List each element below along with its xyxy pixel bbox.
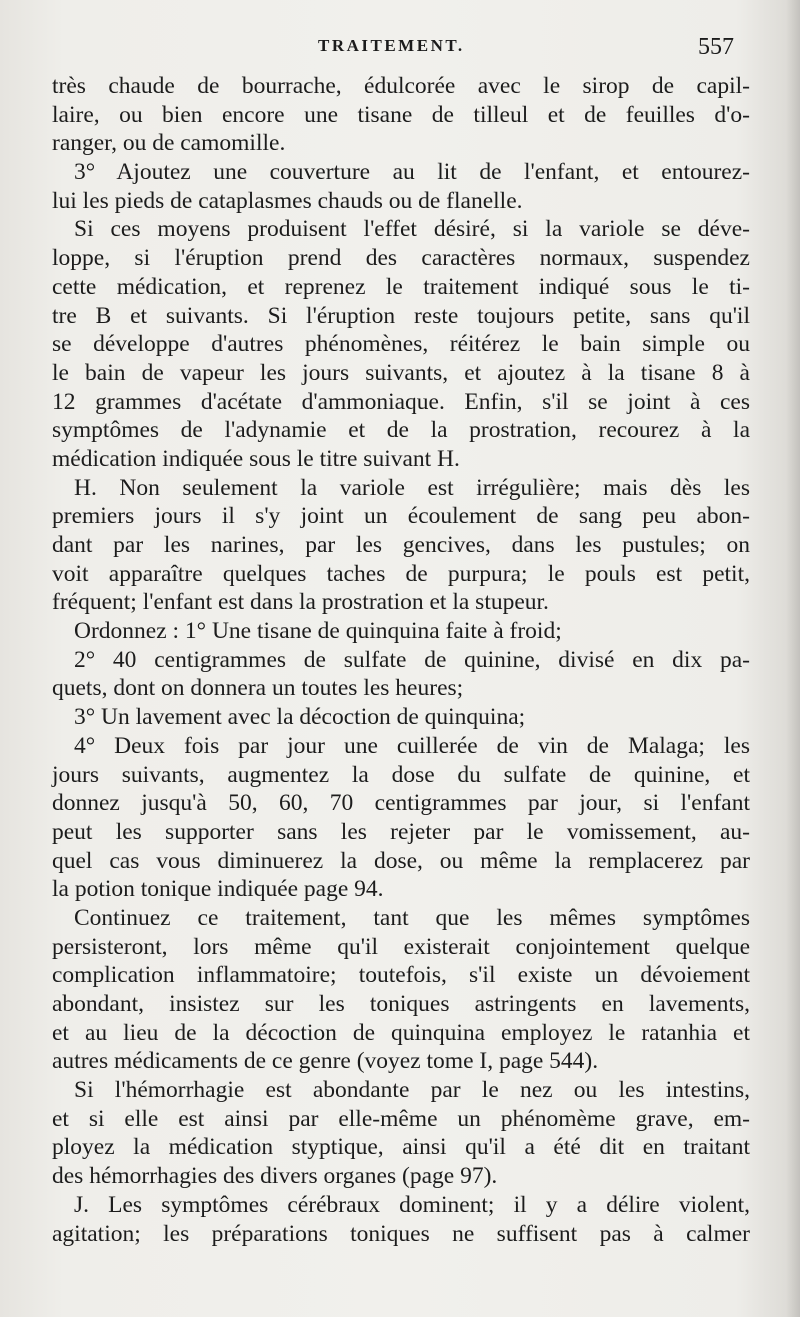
text-line: premiers jours il s'y joint un écoulement de sang peu abon- [52,503,750,530]
text-line: et au lieu de la décoction de quinquina employez le ratanhia et [52,1019,750,1046]
text-line: complication inflammatoire; toutefois, s'il existe un dévoiement [52,962,750,989]
text-line: et si elle est ainsi par elle-même un phénomème grave, em- [52,1105,750,1132]
text-line: peut les supporter sans les rejeter par le vomissement, au- [52,818,750,845]
text-line: Si ces moyens produisent l'effet désiré, si la variole se déve- [74,216,750,243]
text-line: quets, dont on donnera un toutes les heures; [52,675,464,702]
text-line: J. Les symptômes cérébraux dominent; il y a délire violent, [74,1191,750,1218]
text-line: donnez jusqu'à 50, 60, 70 centigrammes par jour, si l'enfant [52,790,750,817]
text-line: Continuez ce traitement, tant que les mêmes symptômes [74,904,750,931]
page-number: 557 [698,34,734,60]
text-line: ranger, ou de camomille. [52,130,286,157]
text-line: dant par les narines, par les gencives, dans les pustules; on [52,532,750,558]
text-line: H. Non seulement la variole est irrégulière; mais dès les [74,474,750,501]
text-line: Ordonnez : 1° Une tisane de quinquina faite à froid; [74,618,562,645]
text-line: 3° Un lavement avec la décoction de quinquina; [74,704,526,731]
text-line: persisteront, lors même qu'il existerait conjointement quelque [52,933,750,960]
text-line: médication indiquée sous le titre suivant H. [52,445,460,472]
text-line: tre B et suivants. Si l'éruption reste toujours petite, sans qu'il [52,302,750,329]
text-line: laire, ou bien encore une tisane de tilleul et de feuilles d'o- [52,101,750,128]
text-line: 3° Ajoutez une couverture au lit de l'enfant, et entourez- [74,159,750,186]
text-line: ployez la médication styptique, ainsi qu'il a été dit en traitant [52,1134,750,1161]
page-edge-shadow [786,0,800,1317]
text-line: jours suivants, augmentez la dose du sulfate de quinine, et [52,761,750,788]
text-line: autres médicaments de ce genre (voyez tome I, page 544). [52,1048,599,1075]
text-line: 2° 40 centigrammes de sulfate de quinine, divisé en dix pa- [74,646,750,673]
text-line: quel cas vous diminuerez la dose, ou même la remplacerez par [52,847,750,874]
text-line: abondant, insistez sur les toniques astringents en lavements, [52,991,750,1017]
text-line: symptômes de l'adynamie et de la prostration, recourez à la [52,417,750,444]
text-line: se développe d'autres phénomènes, réitérez le bain simple ou [52,331,750,358]
text-line: la potion tonique indiquée page 94. [52,876,384,903]
text-line: voit apparaître quelques taches de purpura; le pouls est petit, [52,560,750,587]
running-head [0,36,800,66]
body-text [52,72,750,1248]
text-line: 4° Deux fois par jour une cuillerée de vin de Malaga; les [74,732,750,759]
text-line: 12 grammes d'acétate d'ammoniaque. Enfin, s'il se joint à ces [52,388,750,415]
text-line: cette médication, et reprenez le traitement indiqué sous le ti- [52,273,750,300]
running-title: TRAITEMENT. [318,36,465,55]
text-line: loppe, si l'éruption prend des caractères normaux, suspendez [52,245,750,272]
text-line: agitation; les préparations toniques ne suffisent pas à calmer [52,1220,750,1247]
text-line: lui les pieds de cataplasmes chauds ou de flanelle. [52,187,523,214]
text-line: des hémorrhagies des divers organes (page 97). [52,1163,498,1190]
text-line: très chaude de bourrache, édulcorée avec le sirop de capil- [52,73,750,99]
text-line: fréquent; l'enfant est dans la prostration et la stupeur. [52,589,549,616]
text-line: le bain de vapeur les jours suivants, et ajoutez à la tisane 8 à [52,359,750,386]
text-line: Si l'hémorrhagie est abondante par le nez ou les intestins, [74,1077,750,1104]
